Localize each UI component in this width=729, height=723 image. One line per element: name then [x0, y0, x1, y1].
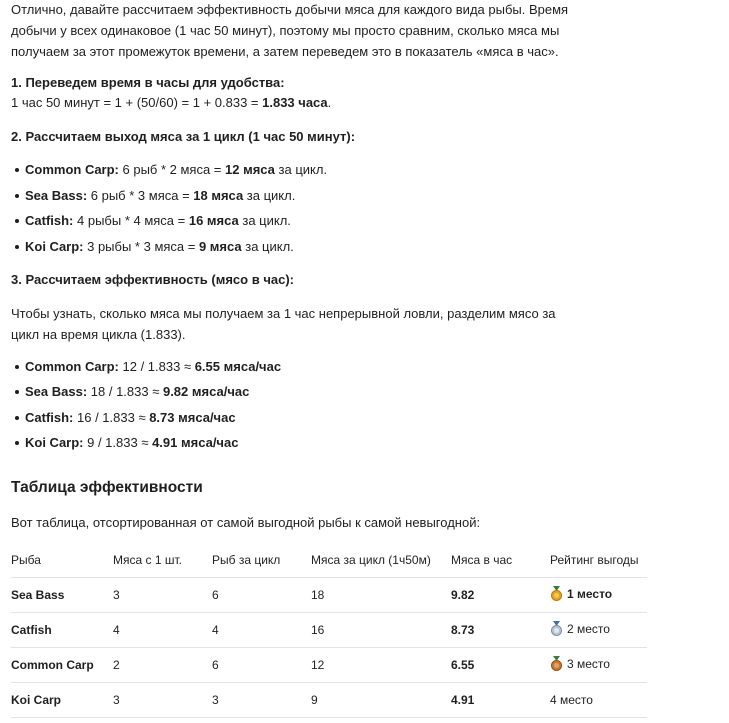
efficiency-table: [11, 543, 647, 718]
hour-cell: 9.82: [451, 578, 550, 613]
count-cell: 4: [212, 613, 311, 648]
list-item: Koi Carp: 3 рыбы * 3 мяса = 9 мяса за цикл.: [25, 237, 294, 257]
table-row: [11, 578, 647, 613]
table-intro: Вот таблица, отсортированная от самой выгодной рыбы к самой невыгодной:: [11, 515, 481, 530]
step2-heading: 2. Рассчитаем выход мяса за 1 цикл (1 час 50 минут):: [11, 129, 356, 144]
count-cell: 3: [212, 683, 311, 718]
list-item: Sea Bass: 18 / 1.833 ≈ 9.82 мяса/час: [25, 382, 249, 402]
fish-cell: Koi Carp: [11, 683, 113, 718]
meat-cell: 3: [113, 683, 212, 718]
rank-cell: 1 место: [550, 578, 647, 613]
table-section-heading: Таблица эффективности: [11, 479, 203, 496]
meat-cell: 4: [113, 613, 212, 648]
meat-cell: 2: [113, 648, 212, 683]
step3-heading: 3. Рассчитаем эффективность (мясо в час):: [11, 272, 294, 287]
list-item: Koi Carp: 9 / 1.833 ≈ 4.91 мяса/час: [25, 433, 238, 453]
rank-cell: 4 место: [550, 683, 647, 718]
column-header: Рыба: [11, 543, 113, 578]
table-row: [11, 613, 647, 648]
hour-cell: 8.73: [451, 613, 550, 648]
silver-medal-icon: [550, 621, 563, 642]
fish-cell: Catfish: [11, 613, 113, 648]
list-item: Sea Bass: 6 рыб * 3 мяса = 18 мяса за цикл.: [25, 186, 295, 206]
fish-cell: Common Carp: [11, 648, 113, 683]
step3-text: Чтобы узнать, сколько мяса мы получаем за 1 час непрерывной ловли, разделим мясо за цикл на время цикла (1.833).: [11, 306, 556, 342]
step1-formula: 1 час 50 минут = 1 + (50/60) = 1 + 0.833 = 1.833 часа.: [11, 95, 332, 110]
column-header: Рейтинг выгоды: [550, 543, 647, 578]
list-item: Common Carp: 12 / 1.833 ≈ 6.55 мяса/час: [25, 357, 281, 377]
fish-cell: Sea Bass: [11, 578, 113, 613]
table-row: [11, 648, 647, 683]
hour-cell: 6.55: [451, 648, 550, 683]
count-cell: 6: [212, 578, 311, 613]
column-header: Мяса с 1 шт.: [113, 543, 212, 578]
cycle-cell: 12: [311, 648, 451, 683]
step1-heading: 1. Переведем время в часы для удобства:: [11, 75, 285, 90]
column-header: Мяса за цикл (1ч50м): [311, 543, 451, 578]
bronze-medal-icon: [550, 656, 563, 677]
cycle-cell: 9: [311, 683, 451, 718]
cycle-cell: 16: [311, 613, 451, 648]
hour-cell: 4.91: [451, 683, 550, 718]
list-item: Catfish: 4 рыбы * 4 мяса = 16 мяса за цикл.: [25, 211, 291, 231]
list-item: Common Carp: 6 рыб * 2 мяса = 12 мяса за цикл.: [25, 160, 327, 180]
meat-cell: 3: [113, 578, 212, 613]
gold-medal-icon: [550, 586, 563, 607]
cycle-cell: 18: [311, 578, 451, 613]
table-header-row: [11, 543, 647, 578]
table-row: [11, 683, 647, 718]
rank-cell: 3 место: [550, 648, 647, 683]
column-header: Мяса в час: [451, 543, 550, 578]
count-cell: 6: [212, 648, 311, 683]
list-item: Catfish: 16 / 1.833 ≈ 8.73 мяса/час: [25, 408, 236, 428]
intro-paragraph: Отлично, давайте рассчитаем эффективность добычи мяса для каждого вида рыбы. Время добычи у всех одинаковое (1 час 50 минут), поэтому мы просто сравним, сколько мяса мы получаем за этот промежуток времени, а затем переведем это в показатель «мяса в час».: [11, 2, 569, 59]
rank-cell: 2 место: [550, 613, 647, 648]
column-header: Рыб за цикл: [212, 543, 311, 578]
